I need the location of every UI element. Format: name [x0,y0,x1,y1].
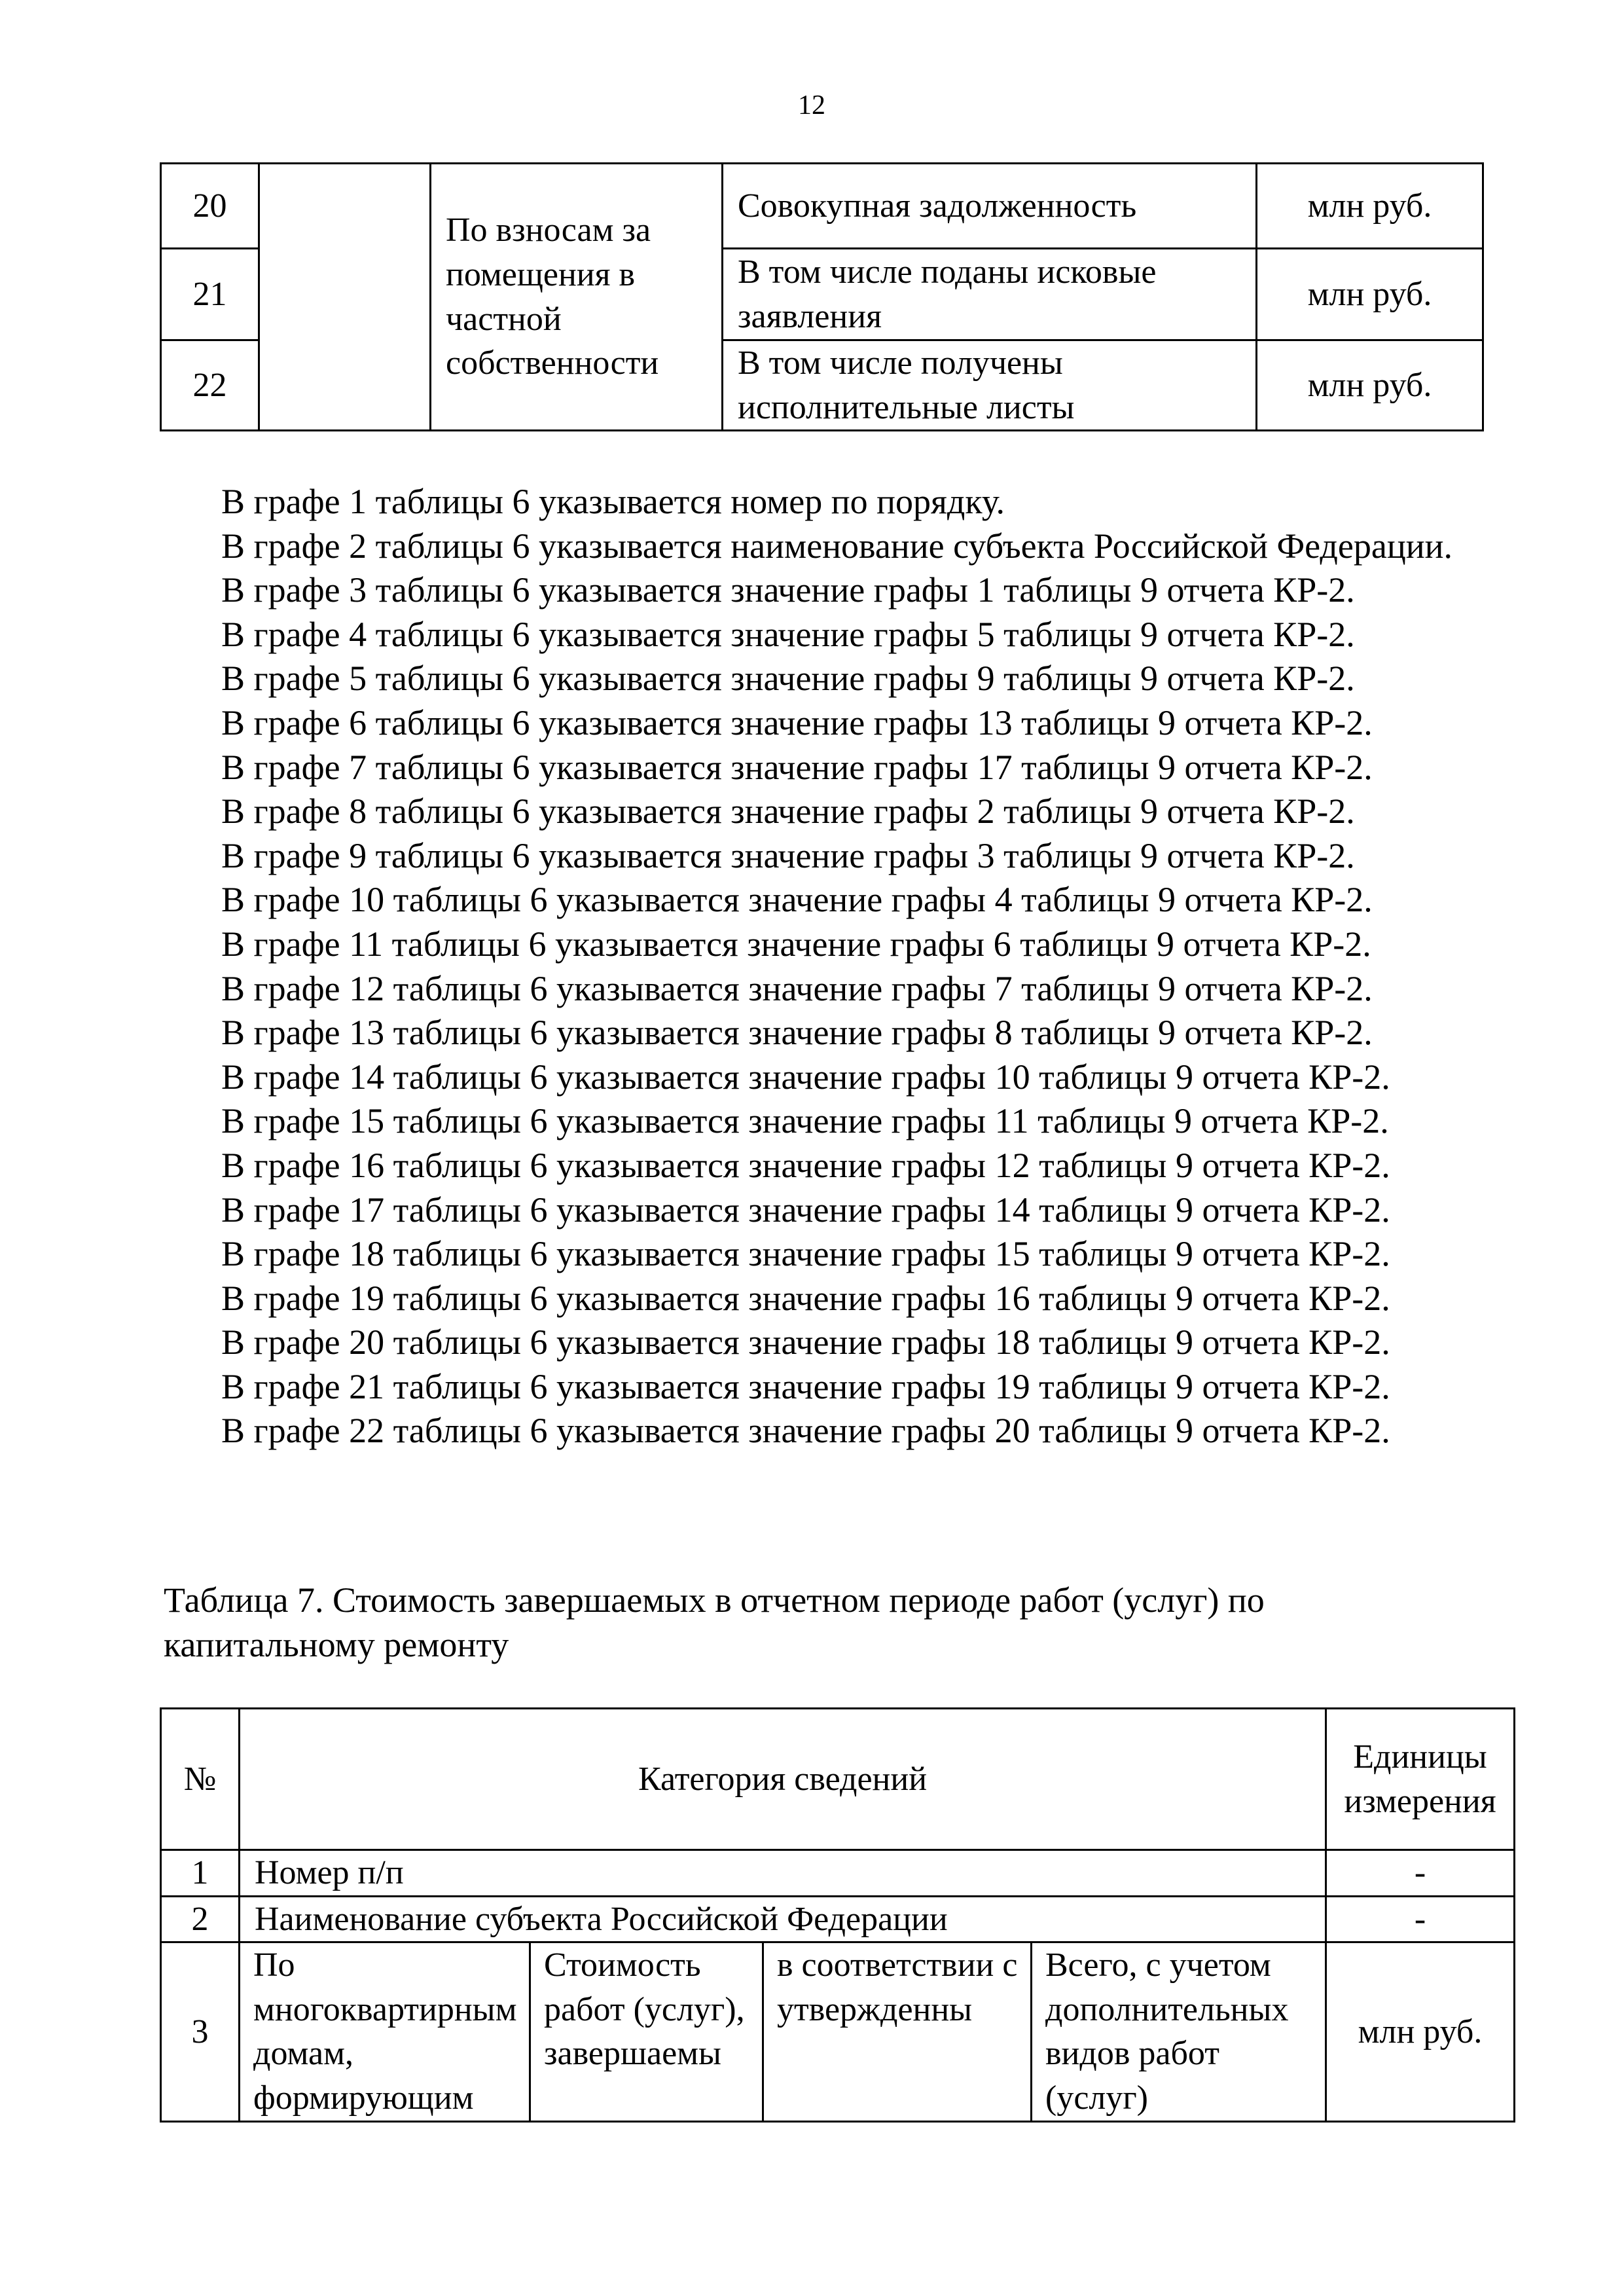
row-category: Наименование субъекта Российской Федерации [240,1896,1326,1942]
paragraph: В графе 17 таблицы 6 указывается значение графы 14 таблицы 9 отчета КР-2. [221,1190,1390,1230]
paragraph: В графе 13 таблицы 6 указывается значение графы 8 таблицы 9 отчета КР-2. [221,1013,1373,1053]
row-subcell-b: Стоимость работ (услуг), завершаемы [530,1942,763,2121]
row-number: 2 [161,1896,240,1942]
paragraph: В графе 8 таблицы 6 указывается значение графы 2 таблицы 9 отчета КР-2. [221,792,1355,831]
table-7 [160,1707,1515,2123]
row-category: Номер п/п [240,1850,1326,1897]
header-number: № [161,1709,240,1850]
paragraph: В графе 22 таблицы 6 указывается значение графы 20 таблицы 9 отчета КР-2. [221,1411,1390,1451]
table-row [161,1896,1515,1942]
row-subcell-c: в соответствии с утвержденны [763,1942,1032,2121]
paragraph: В графе 14 таблицы 6 указывается значение графы 10 таблицы 9 отчета КР-2. [221,1057,1390,1097]
row-unit: млн руб. [1257,164,1483,249]
paragraph: В графе 2 таблицы 6 указывается наименование субъекта Российской Федерации. [221,526,1453,566]
row-description: В том числе поданы исковые заявления [723,249,1257,340]
row-subcell-a: По многоквартирным домам, формирующим [240,1942,530,2121]
row-unit: млн руб. [1326,1942,1515,2121]
page-number: 12 [798,90,825,120]
row-number: 22 [161,340,259,431]
paragraph: В графе 15 таблицы 6 указывается значение графы 11 таблицы 9 отчета КР-2. [221,1101,1389,1141]
paragraph: В графе 5 таблицы 6 указывается значение графы 9 таблицы 9 отчета КР-2. [221,659,1355,699]
instructions-text [164,480,1499,1453]
paragraph: В графе 16 таблицы 6 указывается значение графы 12 таблицы 9 отчета КР-2. [221,1145,1390,1185]
row-number: 3 [161,1942,240,2121]
table-row [161,1850,1515,1897]
header-unit: Единицы измерения [1326,1709,1515,1850]
paragraph: В графе 20 таблицы 6 указывается значение графы 18 таблицы 9 отчета КР-2. [221,1322,1390,1362]
row-unit: млн руб. [1257,249,1483,340]
table-7-title: Таблица 7. Стоимость завершаемых в отчетном периоде работ (услуг) по капитальному ремонту [164,1580,1265,1664]
table-header-row [161,1709,1515,1850]
paragraph: В графе 21 таблицы 6 указывается значение графы 19 таблицы 9 отчета КР-2. [221,1366,1390,1406]
paragraph: В графе 9 таблицы 6 указывается значение графы 3 таблицы 9 отчета КР-2. [221,835,1355,875]
row-description: Совокупная задолженность [723,164,1257,249]
row-unit: - [1326,1850,1515,1897]
paragraph: В графе 4 таблицы 6 указывается значение графы 5 таблицы 9 отчета КР-2. [221,614,1355,654]
paragraph: В графе 11 таблицы 6 указывается значение графы 6 таблицы 9 отчета КР-2. [221,924,1371,964]
paragraph: В графе 3 таблицы 6 указывается значение графы 1 таблицы 9 отчета КР-2. [221,570,1355,610]
paragraph: В графе 7 таблицы 6 указывается значение графы 17 таблицы 9 отчета КР-2. [221,747,1373,787]
table-row [161,164,1483,249]
paragraph: В графе 6 таблицы 6 указывается значение графы 13 таблицы 9 отчета КР-2. [221,702,1373,742]
empty-cell [259,164,431,431]
row-unit: млн руб. [1257,340,1483,431]
table-6-fragment [160,162,1484,431]
table-row [161,1942,1515,2121]
row-description: В том числе получены исполнительные листы [723,340,1257,431]
paragraph: В графе 1 таблицы 6 указывается номер по порядку. [221,482,1005,521]
paragraph: В графе 19 таблицы 6 указывается значение графы 16 таблицы 9 отчета КР-2. [221,1278,1390,1318]
header-category: Категория сведений [240,1709,1326,1850]
group-label: По взносам за помещения в частной собственности [431,164,723,431]
row-unit: - [1326,1896,1515,1942]
row-number: 20 [161,164,259,249]
row-number: 21 [161,249,259,340]
paragraph: В графе 12 таблицы 6 указывается значение графы 7 таблицы 9 отчета КР-2. [221,968,1373,1008]
row-subcell-d: Всего, с учетом дополнительных видов работ (услуг) [1032,1942,1326,2121]
paragraph: В графе 10 таблицы 6 указывается значение графы 4 таблицы 9 отчета КР-2. [221,880,1373,920]
row-number: 1 [161,1850,240,1897]
paragraph: В графе 18 таблицы 6 указывается значение графы 15 таблицы 9 отчета КР-2. [221,1234,1390,1274]
